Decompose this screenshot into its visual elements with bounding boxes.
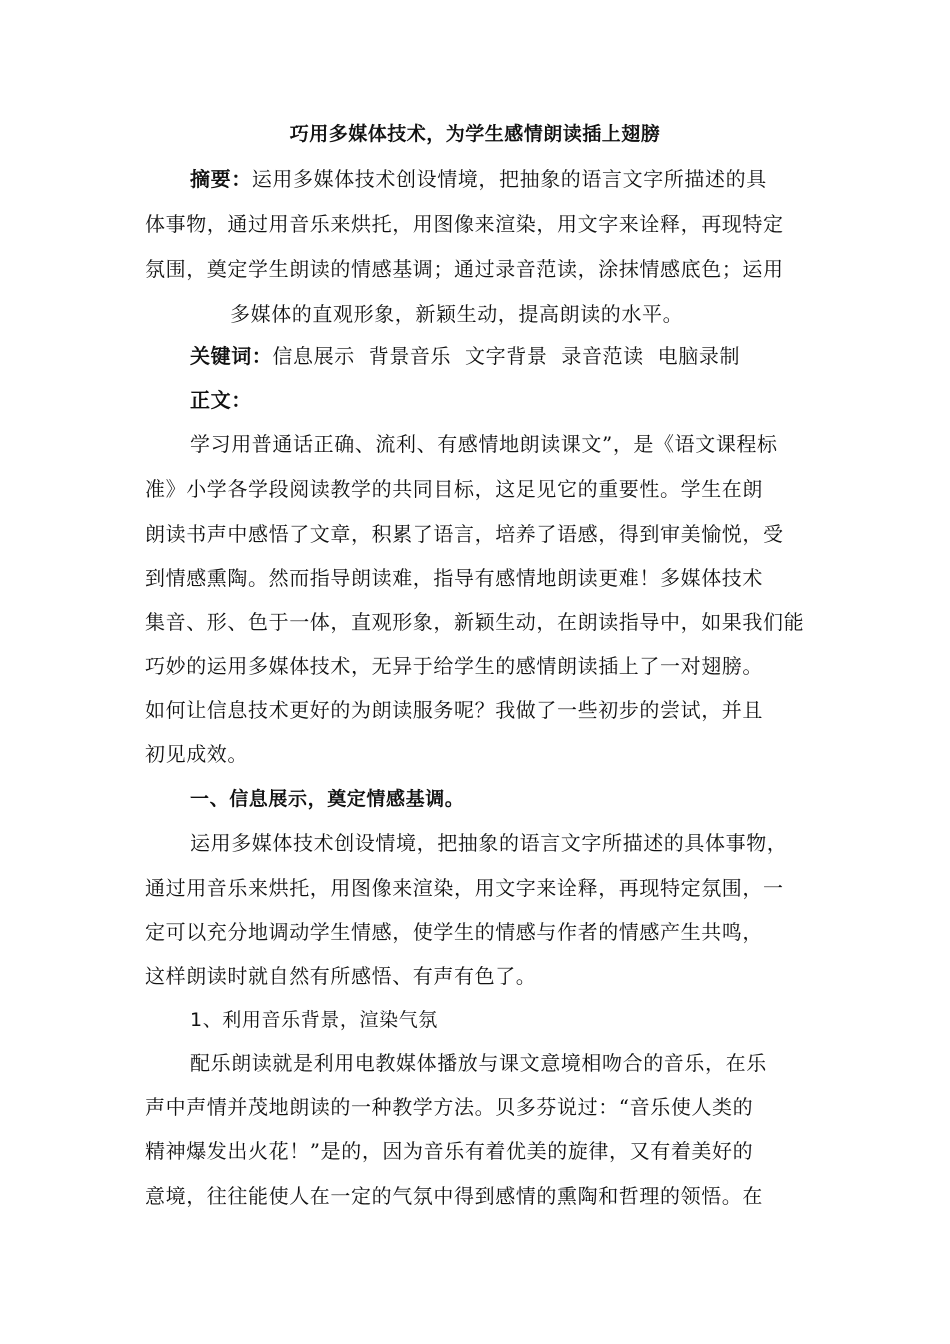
paragraph1-line-2: 准》小学各学段阅读教学的共同目标，这足见它的重要性。学生在朗: [145, 477, 763, 501]
paragraph1-line-1: 学习用普通话正确、流利、有感情地朗读课文”，是《语文课程标: [190, 432, 778, 456]
body-label: 正文：: [190, 388, 252, 412]
paragraph2-line-3: 定可以充分地调动学生情感，使学生的情感与作者的情感产生共鸣，: [145, 920, 763, 944]
abstract-line-3: 氛围，奠定学生朗读的情感基调；通过录音范读，涂抹情感底色；运用: [145, 257, 784, 281]
subsection1-heading: 1、利用音乐背景，渲染气氛: [190, 1009, 438, 1031]
paragraph1-line-4: 到情感熏陶。然而指导朗读难，指导有感情地朗读更难！多媒体技术: [145, 566, 763, 590]
abstract-text-1: 运用多媒体技术创设情境，把抽象的语言文字所描述的具: [251, 167, 767, 191]
keywords-text: 信息展示 背景音乐 文字背景 录音范读 电脑录制: [272, 344, 741, 368]
abstract-label: 摘要：: [190, 167, 252, 191]
paragraph3-line-4: 意境，往往能使人在一定的气氛中得到感情的熏陶和哲理的领悟。在: [145, 1184, 763, 1208]
paragraph1-line-6: 巧妙的运用多媒体技术，无异于给学生的感情朗读插上了一对翅膀。: [145, 654, 763, 678]
section1-heading: 一、信息展示，奠定情感基调。: [190, 788, 465, 810]
keywords-label: 关键词：: [190, 344, 273, 368]
abstract-line-1: [190, 164, 767, 194]
abstract-line-4: 多媒体的直观形象，新颖生动，提高朗读的水平。: [230, 302, 684, 326]
document-title: 巧用多媒体技术，为学生感情朗读插上翅膀: [289, 123, 661, 145]
paragraph2-line-2: 通过用音乐来烘托，用图像来渲染，用文字来诠释，再现特定氛围，一: [145, 876, 784, 900]
paragraph1-line-8: 初见成效。: [145, 742, 248, 766]
paragraph2-line-1: 运用多媒体技术创设情境，把抽象的语言文字所描述的具体事物，: [190, 831, 788, 855]
paragraph2-line-4: 这样朗读时就自然有所感悟、有声有色了。: [145, 964, 537, 988]
paragraph3-line-2: 声中声情并茂地朗读的一种教学方法。贝多芬说过：“音乐使人类的: [145, 1095, 754, 1119]
keywords-line: [190, 341, 740, 371]
paragraph3-line-1: 配乐朗读就是利用电教媒体播放与课文意境相吻合的音乐，在乐: [190, 1051, 767, 1075]
paragraph1-line-7: 如何让信息技术更好的为朗读服务呢？我做了一些初步的尝试，并且: [145, 698, 763, 722]
paragraph1-line-5: 集音、形、色于一体，直观形象，新颖生动，在朗读指导中，如果我们能: [145, 610, 805, 634]
paragraph3-line-3: 精神爆发出火花！”是的，因为音乐有着优美的旋律，又有着美好的: [145, 1139, 754, 1163]
paragraph1-line-3: 朗读书声中感悟了文章，积累了语言，培养了语感，得到审美愉悦，受: [145, 522, 784, 546]
abstract-line-2: 体事物，通过用音乐来烘托，用图像来渲染，用文字来诠释，再现特定: [145, 212, 784, 236]
